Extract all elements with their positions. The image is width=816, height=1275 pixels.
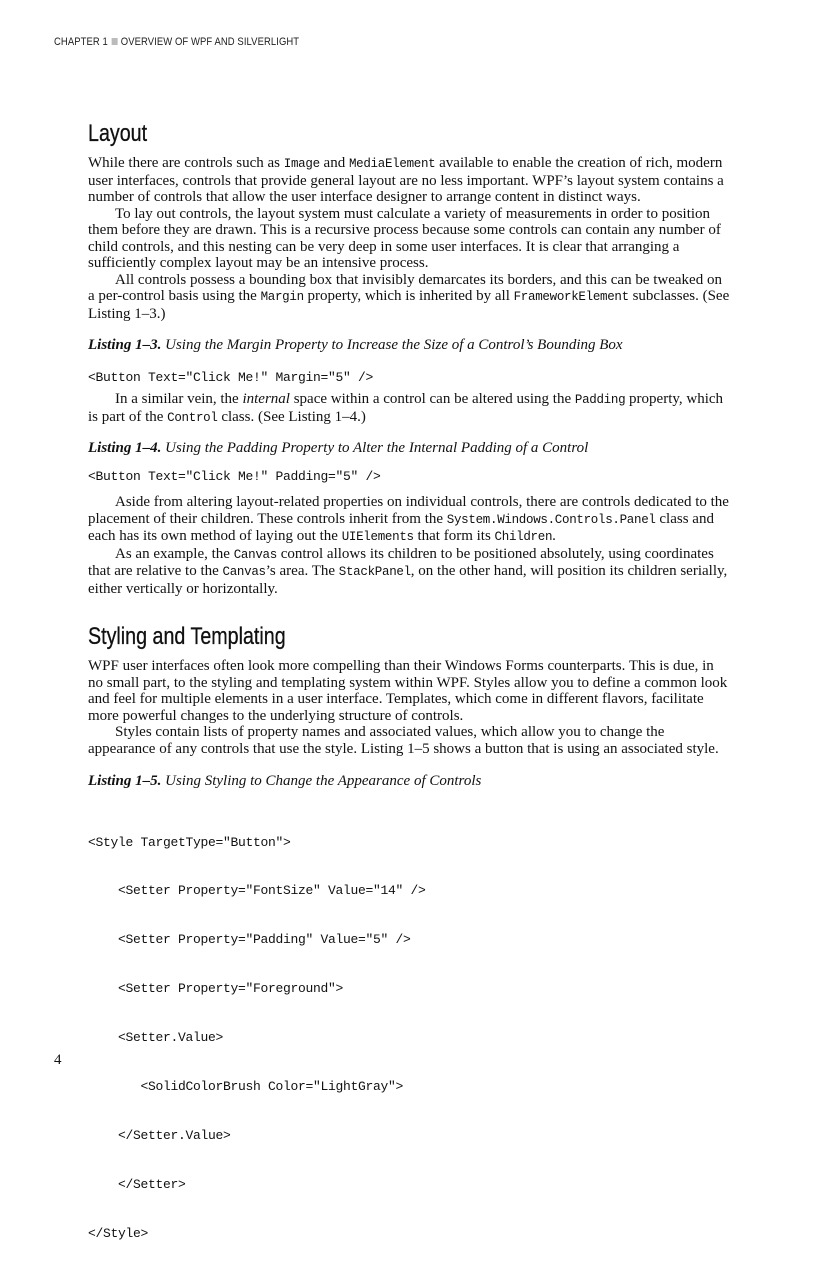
text-run: ’s area. The [265,563,339,579]
text-run: control allows its children to be positioned absolutely, using coordinates that are relative to the [88,545,714,579]
code-line: <Setter.Value> [88,1030,224,1046]
listing-caption [88,773,730,790]
listing-title: Using Styling to Change the Appearance of Controls [161,773,482,789]
listing-label: Listing 1–3. [88,337,162,353]
section-styling-heading-wrap [88,623,730,651]
listing-1-3 [88,337,730,354]
layout-paragraph-4-wrap [88,391,730,426]
text-run: and [319,155,349,171]
listing-1-3-code [88,370,730,386]
code-line: </Setter.Value> [88,1127,231,1143]
inline-code: Canvas [233,547,277,562]
text-run: subclasses. (See Listing 1–3.) [88,288,730,322]
code-line: </Style> [88,1225,149,1241]
inline-code: UIElements [341,530,414,544]
text-run: As an example, the [115,545,234,562]
separator-square-icon [111,38,117,45]
code-line: <Style TargetType="Button"> [88,834,291,850]
layout-paragraph-4 [88,391,730,426]
text-run: Aside from altering layout-related properties on individual controls, there are controls dedicated to the placement of their children. These controls inherit from the [88,494,729,527]
listing-caption [88,337,730,354]
text-run: In a similar vein, the [115,391,243,407]
chapter-title: OVERVIEW OF WPF AND SILVERLIGHT [120,36,300,48]
inline-code: Children [494,530,553,544]
page-number: 4 [54,1052,62,1068]
code-block [88,802,730,1275]
chapter-number: CHAPTER 1 [54,36,108,48]
section-heading-layout: Layout [88,120,148,147]
text-run: All controls possess a bounding box that invisibly demarcates its borders, and this can be tweaked on a per-control basis using the [88,271,722,304]
inline-code: System.Windows.Controls.Panel [446,512,656,527]
text-run: available to enable the creation of rich, modern user interfaces, controls that provide general layout are no less important. WPF’s layout system contains a number of controls that allow the user interface designer to arrange content in distinct ways. [88,155,724,205]
code-line: <Setter Property="Foreground"> [88,981,344,997]
inline-code: Margin [260,290,304,304]
listing-label: Listing 1–4. [88,440,162,456]
inline-code: MediaElement [348,157,436,171]
listing-caption [88,440,730,457]
styling-paragraph-1: WPF user interfaces often look more compelling than their Windows Forms counterparts. This is due, in no small part, to the styling and templating system within WPF. Styles allow you to define a common look and feel for multiple elements in a user interface. Templates, which come in different flavors, facilitate more powerful changes to the underlying structure of controls. [88,658,728,724]
listing-1-4-code [88,469,730,485]
code-line: <Setter Property="FontSize" Value="14" /> [88,883,426,899]
layout-paragraph-5 [88,494,730,546]
layout-paragraph-1 [88,155,730,206]
layout-paragraph-3 [88,272,730,323]
text-run: property, which is inherited by all [303,288,514,304]
styling-paragraph-2: Styles contain lists of property names and associated values, which allow you to change the appearance of any controls that use the style. Listing 1–5 shows a button that is using an associated style. [88,724,719,757]
inline-code: Canvas [222,565,266,579]
text-run: While there are controls such as [88,155,284,171]
inline-code: StackPanel [338,565,411,579]
text-run: space within a control can be altered using the [289,391,575,407]
running-head [54,36,299,48]
code-line: </Setter> [88,1176,186,1192]
section-layout-heading-wrap [88,120,730,148]
text-run: class. (See Listing 1–4.) [217,408,366,425]
listing-title: Using the Margin Property to Increase the Size of a Control’s Bounding Box [161,337,623,353]
layout-paragraph-1-wrap [88,155,730,322]
inline-code: Control [167,410,218,425]
text-run: . [552,528,556,544]
layout-paragraph-5-wrap [88,494,730,597]
section-heading-styling: Styling and Templating [88,623,286,650]
code-line: <Button Text="Click Me!" Margin="5" /> [88,370,374,385]
code-line: <SolidColorBrush Color="LightGray"> [88,1079,404,1095]
listing-label: Listing 1–5. [88,773,162,789]
code-line: <Button Text="Click Me!" Padding="5" /> [88,469,381,484]
listing-title: Using the Padding Property to Alter the Internal Padding of a Control [161,440,589,456]
emphasis: internal [242,391,290,407]
layout-paragraph-2: To lay out controls, the layout system must calculate a variety of measurements in order to position them before they are drawn. This is a recursive process because some controls can contain any number of child controls, and this nesting can be very deep in some user interfaces. It is clear that arranging a sufficiently complex layout may be an intensive process. [88,205,721,271]
listing-1-5-code [88,802,730,1275]
inline-code: Image [283,157,320,171]
listing-1-5 [88,773,730,790]
code-line: <Setter Property="Padding" Value="5" /> [88,932,411,948]
listing-1-4 [88,440,730,457]
inline-code: FrameworkElement [513,290,629,304]
text-run: , on the other hand, will position its children serially, either vertically or horizontally. [88,563,728,597]
text-run: property, which is part of the [88,391,724,425]
styling-paragraphs [88,658,730,757]
text-run: that form its [413,528,495,544]
inline-code: Padding [574,393,626,407]
layout-paragraph-6 [88,546,730,598]
text-run: class and each has its own method of laying out the [88,510,714,544]
